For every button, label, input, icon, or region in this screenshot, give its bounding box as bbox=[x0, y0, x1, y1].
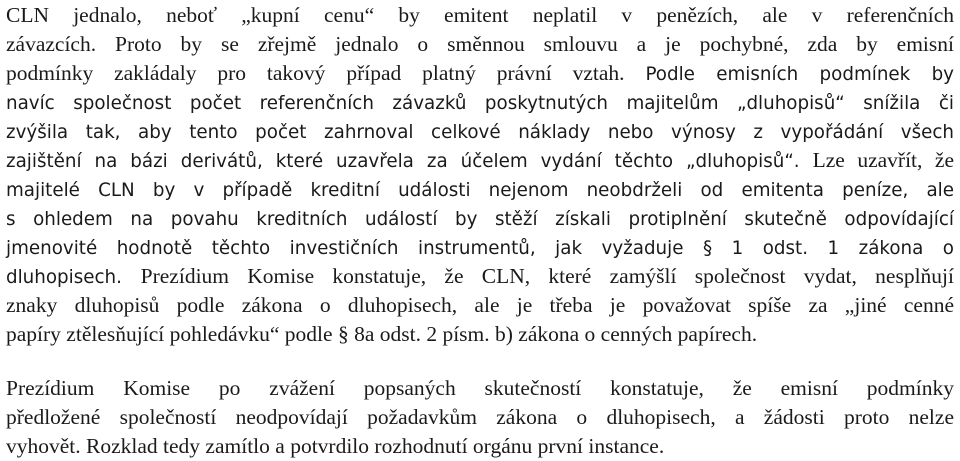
text-span: zvýšila tak, aby tento počet zahrnoval celkové náklady nebo výnosy z vypořádání všech bbox=[6, 122, 954, 143]
text-span: jmenovité hodnotě těchto investičních instrumentů, jak vyžaduje § 1 odst. 1 zákona o bbox=[6, 238, 954, 259]
text-line bbox=[6, 261, 954, 291]
text-span: zajištění na bázi derivátů, které uzavřela za účelem vydání těchto „dluhopisů“. bbox=[6, 151, 813, 172]
text-span: vyhovět. Rozklad tedy zamítlo a potvrdilo rozhodnutí orgánu první instance. bbox=[6, 434, 665, 458]
text-line bbox=[6, 145, 954, 175]
text-line bbox=[6, 87, 954, 117]
text-span: Prezídium Komise konstatuje, že CLN, které zamýšlí společnost vydat, nesplňují bbox=[140, 264, 954, 288]
text-span: podmínky zakládaly pro takový případ platný právní vztah. bbox=[6, 61, 646, 85]
text-span: Podle emisních podmínek by bbox=[645, 64, 955, 85]
text-span: navíc společnost počet referenčních závazků poskytnutých majitelům „dluhopisů“ snížila či bbox=[6, 93, 954, 114]
text-span: CLN jednalo, neboť „kupní cenu“ by emitent neplatil v penězích, ale v referenčních bbox=[6, 3, 954, 27]
text-span: s ohledem na povahu kreditních událostí by stěží získali protiplnění skutečně odpovídající bbox=[6, 209, 954, 230]
text-span: Prezídium Komise po zvážení popsaných skutečností konstatuje, že emisní podmínky bbox=[6, 376, 954, 400]
text-line bbox=[6, 174, 954, 204]
text-line bbox=[6, 290, 954, 320]
text-span: papíry ztělesňující pohledávku“ podle § 8a odst. 2 písm. b) zákona o cenných papírech. bbox=[6, 322, 758, 346]
text-line bbox=[6, 203, 954, 233]
text-span: dluhopisech. bbox=[6, 267, 141, 288]
text-line bbox=[6, 58, 954, 88]
text-line bbox=[6, 431, 954, 461]
text-line bbox=[6, 402, 954, 432]
text-span: majitelé CLN by v případě kreditní události nejenom neobdrželi od emitenta peníze, ale bbox=[6, 180, 954, 201]
text-line bbox=[6, 29, 954, 59]
text-line bbox=[6, 116, 954, 146]
text-line bbox=[6, 319, 954, 349]
text-line bbox=[6, 232, 954, 262]
text-span: znaky dluhopisů podle zákona o dluhopisech, ale je třeba je považovat spíše za „jiné cenné bbox=[6, 293, 954, 317]
text-line bbox=[6, 373, 954, 403]
text-span: předložené společností neodpovídají požadavkům zákona o dluhopisech, a žádosti proto nelze bbox=[6, 405, 954, 429]
text-span: závazcích. Proto by se zřejmě jednalo o směnnou smlouvu a je pochybné, zda by emisní bbox=[6, 32, 954, 56]
text-span: Lze uzavřít, že bbox=[812, 148, 954, 172]
text-line bbox=[6, 0, 954, 30]
